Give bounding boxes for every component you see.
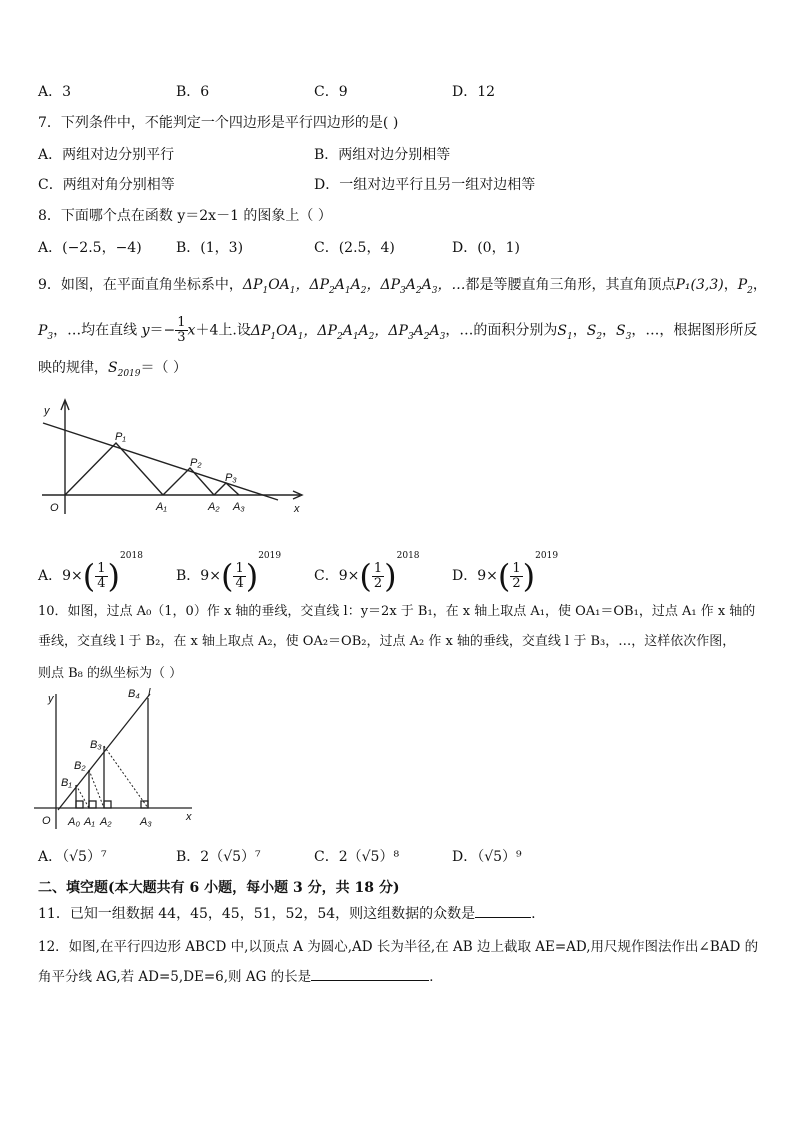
q10-label-a0: A₀ xyxy=(68,816,80,828)
q9-label-p2: P₂ xyxy=(190,457,202,469)
q10-line1: 10．如图，过点 A₀（1，0）作 x 轴的垂线，交直线 l：y＝2x 于 B₁，在 x 轴上取点 A₁，使 OA₁＝OB₁，过点 A₁ 作 x 轴的 xyxy=(38,604,756,619)
q11-text: 11．已知一组数据 44，45，45，51，52，54，则这组数据的众数是 xyxy=(38,906,476,922)
q9-line xyxy=(43,423,278,500)
q10-label-o: O xyxy=(42,815,51,827)
q10-line3: 则点 B₈ 的纵坐标为（ ） xyxy=(38,666,183,681)
q9-option-d: D．9×( $\frac{1}{2}$ )$^{2019}$ xyxy=(452,551,559,595)
q7-stem: 7．下列条件中，不能判定一个四边形是平行四边形的是( ) xyxy=(38,115,399,131)
q10-label-b1: B₁ xyxy=(61,777,72,789)
q9-line1: 9．如图，在平面直角坐标系中，$\Delta P_1OA_1$，$\Delta P_2A_1A_2$，$\Delta P_3A_2A_3$，…都是等腰直角三角形，其直角顶点P₁(3,3)，$P_2$， xyxy=(38,277,767,296)
q9-option-b: B．9×( $\frac{1}{4}$ )$^{2019}$ xyxy=(176,551,282,595)
q12-line1: 12．如图,在平行四边形 ABCD 中,以顶点 A 为圆心,AD 长为半径,在 AB 边上截取 AE=AD,用尺规作图法作出∠BAD 的 xyxy=(38,939,759,955)
q7-option-c: C．两组对角分别相等 xyxy=(38,177,175,193)
q9-line2: $P_3$，…均在直线 y＝− $\frac{1}{3}$ x＋4上.设$\Delta P_1OA_1$，$\Delta P_2A_1A_2$，$\Delta P_3A_2A_3$，…的面积分别为$S_1$，$S_2$，$S_3$，…，根据图形所反 xyxy=(38,315,758,345)
q10-label-b3: B₃ xyxy=(90,739,102,751)
q10-label-a2: A₂ xyxy=(100,816,112,828)
q6-option-b: B．6 xyxy=(176,84,210,100)
q9-label-y: y xyxy=(44,405,50,417)
q9-option-c: C．9×( $\frac{1}{2}$ )$^{2018}$ xyxy=(314,551,420,595)
q12-answer-blank[interactable] xyxy=(311,980,429,981)
q9-label-p3: P₃ xyxy=(225,472,237,484)
q9-label-a3: A₃ xyxy=(233,501,245,513)
q10-label-l: l xyxy=(148,687,151,699)
q9-line3: 映的规律，$S_{2019}=$（ ） xyxy=(38,360,187,379)
q9-line1-a: 9．如图，在平面直角坐标系中， xyxy=(38,277,243,293)
q9-label-a2: A₂ xyxy=(208,501,220,513)
section-2-title: 二、填空题(本大题共有 6 小题，每小题 3 分，共 18 分) xyxy=(38,880,400,896)
q10-figure xyxy=(30,684,202,834)
q10-label-a3: A₃ xyxy=(140,816,152,828)
q9-triangles: $\Delta P_1OA_1$，$\Delta P_2A_1A_2$，$\Delta P_3A_2A_3$，… xyxy=(242,277,466,296)
q12-line2-text: 角平分线 AG,若 AD=5,DE=6,则 AG 的长是 xyxy=(38,969,312,985)
q10-option-a: A．（√5）⁷ xyxy=(38,849,107,865)
q7-option-a: A．两组对边分别平行 xyxy=(38,147,175,163)
q9-triangle-1 xyxy=(65,443,163,495)
q10-label-b2: B₂ xyxy=(74,760,86,772)
q9-label-a1: A₁ xyxy=(156,501,167,513)
q6-option-d: D．12 xyxy=(452,84,496,100)
q10-option-d: D．（√5）⁹ xyxy=(452,849,522,865)
q9-figure xyxy=(38,396,310,518)
q10-label-x: x xyxy=(186,811,192,823)
q9-line2-a: 均在直线 xyxy=(81,322,138,339)
q9-line1-b: 都是等腰直角三角形，其直角顶点 xyxy=(465,277,676,293)
q8-option-d: D．(0，1) xyxy=(452,240,520,256)
q10-option-c: C．2（√5）⁸ xyxy=(314,849,400,865)
q9-line2-b: 上.设 xyxy=(218,322,251,339)
q9-label-o: O xyxy=(50,502,59,514)
q9-label-x: x xyxy=(294,503,300,515)
q12-line2: 角平分线 AG,若 AD=5,DE=6,则 AG 的长是 ． xyxy=(38,969,443,985)
q7-option-d: D．一组对边平行且另一组对边相等 xyxy=(314,177,536,193)
q8-option-b: B．(1，3) xyxy=(176,240,244,256)
q10-option-b: B．2（√5）⁷ xyxy=(176,849,261,865)
q9-line2-d: ，根据图形所反 xyxy=(659,322,758,339)
q6-option-c: C．9 xyxy=(314,84,348,100)
q9-line3-text: 映的规律， xyxy=(38,360,108,376)
q9-triangle-2 xyxy=(163,468,214,495)
q9-line2-c: 的面积分别为 xyxy=(473,322,558,339)
q9-option-a: A．9×( $\frac{1}{4}$ )$^{2018}$ xyxy=(38,551,143,595)
q9-triangle-3 xyxy=(214,483,239,495)
q10-label-y: y xyxy=(48,693,54,705)
q8-option-a: A．(−2.5，−4) xyxy=(38,240,142,256)
q8-stem: 8．下面哪个点在函数 y＝2x－1 的图象上（ ） xyxy=(38,208,332,224)
q7-option-b: B．两组对边分别相等 xyxy=(314,147,451,163)
q11-answer-blank[interactable] xyxy=(475,917,531,918)
q11: 11．已知一组数据 44，45，45，51，52，54，则这组数据的众数是 . xyxy=(38,906,536,922)
q9-line3-tail: ＝（ ） xyxy=(140,360,187,376)
q9-label-p1: P₁ xyxy=(115,431,126,443)
q10-label-b4: B₄ xyxy=(128,688,140,700)
q10-line2: 垂线，交直线 l 于 B₂，在 x 轴上取点 A₂，使 OA₂＝OB₂，过点 A₂ 作 x 轴的垂线，交直线 l 于 B₃，…，这样依次作图， xyxy=(38,634,736,649)
q6-option-a: A．3 xyxy=(38,84,72,100)
q10-label-a1: A₁ xyxy=(84,816,95,828)
q9-point-p1: P₁(3,3) xyxy=(675,277,724,293)
q8-option-c: C．(2.5，4) xyxy=(314,240,395,256)
